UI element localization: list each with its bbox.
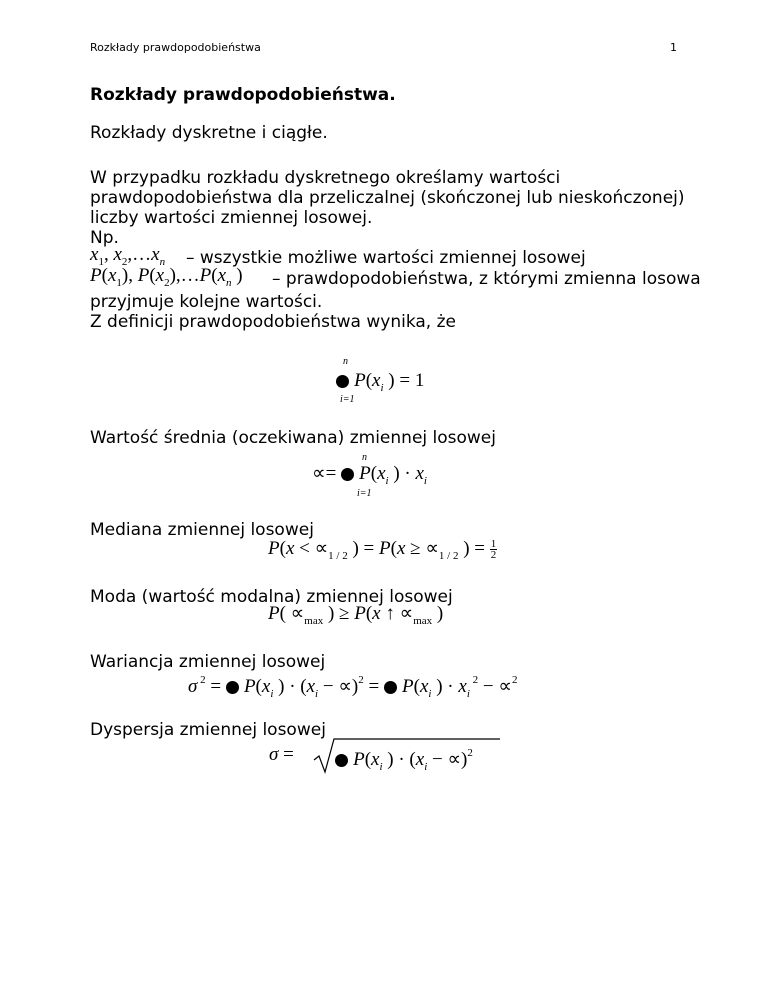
sum-symbol-icon: [384, 681, 397, 694]
probabilities-description: – prawdopodobieństwa, z którymi zmienna losowa: [272, 269, 701, 289]
mean-lower-limit: i=1: [357, 488, 372, 499]
mode-label: Moda (wartość modalna) zmiennej losowej: [90, 587, 453, 607]
mean-label: Wartość średnia (oczekiwana) zmiennej losowej: [90, 428, 496, 448]
paragraph-line-4: Np.: [90, 228, 119, 248]
sum-symbol-icon: [336, 375, 349, 388]
variance-formula: σ $^2 = P(x_i$ ) · $(x_i - \propto)^2 = P(x_i$ ) · $x_i$ $^2$ − ∝$^2$: [188, 674, 518, 700]
page-number: 1: [670, 41, 677, 54]
running-header: Rozkłady prawdopodobieństwa: [90, 41, 261, 54]
median-formula: $P(x < \propto_{1 / 2}$ ) = $P(x \ge \propto_{1 / 2}$ ) = $\frac{1}{2}$: [268, 538, 497, 562]
variance-label: Wariancja zmiennej losowej: [90, 652, 326, 672]
mean-formula: ∝= $P(x_i$ ) · $x_i$: [312, 463, 427, 487]
probabilities-formula: $P(x_1)$, $P(x_2),\dots P(x_n$ ): [90, 265, 243, 289]
sum-symbol-icon: [335, 754, 348, 767]
median-label: Mediana zmiennej losowej: [90, 520, 314, 540]
sum-formula: $P(x_i$ ) = 1: [336, 370, 424, 392]
definition-intro: Z definicji prawdopodobieństwa wynika, że: [90, 312, 456, 332]
sum-symbol-icon: [341, 468, 354, 481]
sum-lower-limit: i=1: [340, 394, 355, 405]
values-formula: $x_1$, $x_2,\dots x_n$: [90, 244, 166, 268]
dispersion-formula: σ =: [269, 744, 294, 765]
paragraph-line-1: W przypadku rozkładu dyskretnego określamy wartości: [90, 168, 561, 188]
values-description: – wszystkie możliwe wartości zmiennej losowej: [186, 248, 586, 268]
probabilities-description-cont: przyjmuje kolejne wartości.: [90, 292, 323, 312]
sum-upper-limit: n: [343, 356, 348, 367]
paragraph-line-2: prawdopodobieństwa dla przeliczalnej (skończonej lub nieskończonej): [90, 188, 685, 208]
mean-upper-limit: n: [362, 452, 367, 463]
document-heading: Rozkłady prawdopodobieństwa.: [90, 85, 396, 105]
sum-symbol-icon: [226, 681, 239, 694]
subheading: Rozkłady dyskretne i ciągłe.: [90, 123, 328, 143]
dispersion-radicand: $P(x_i$ ) · $(x_i - \propto)^2$: [335, 748, 473, 771]
dispersion-label: Dyspersja zmiennej losowej: [90, 720, 326, 740]
mode-formula: $P( \propto_{max}$ ) ≥ P(x ↑ $\propto_{max}$ ): [268, 603, 444, 627]
paragraph-line-3: liczby wartości zmiennej losowej.: [90, 208, 373, 228]
